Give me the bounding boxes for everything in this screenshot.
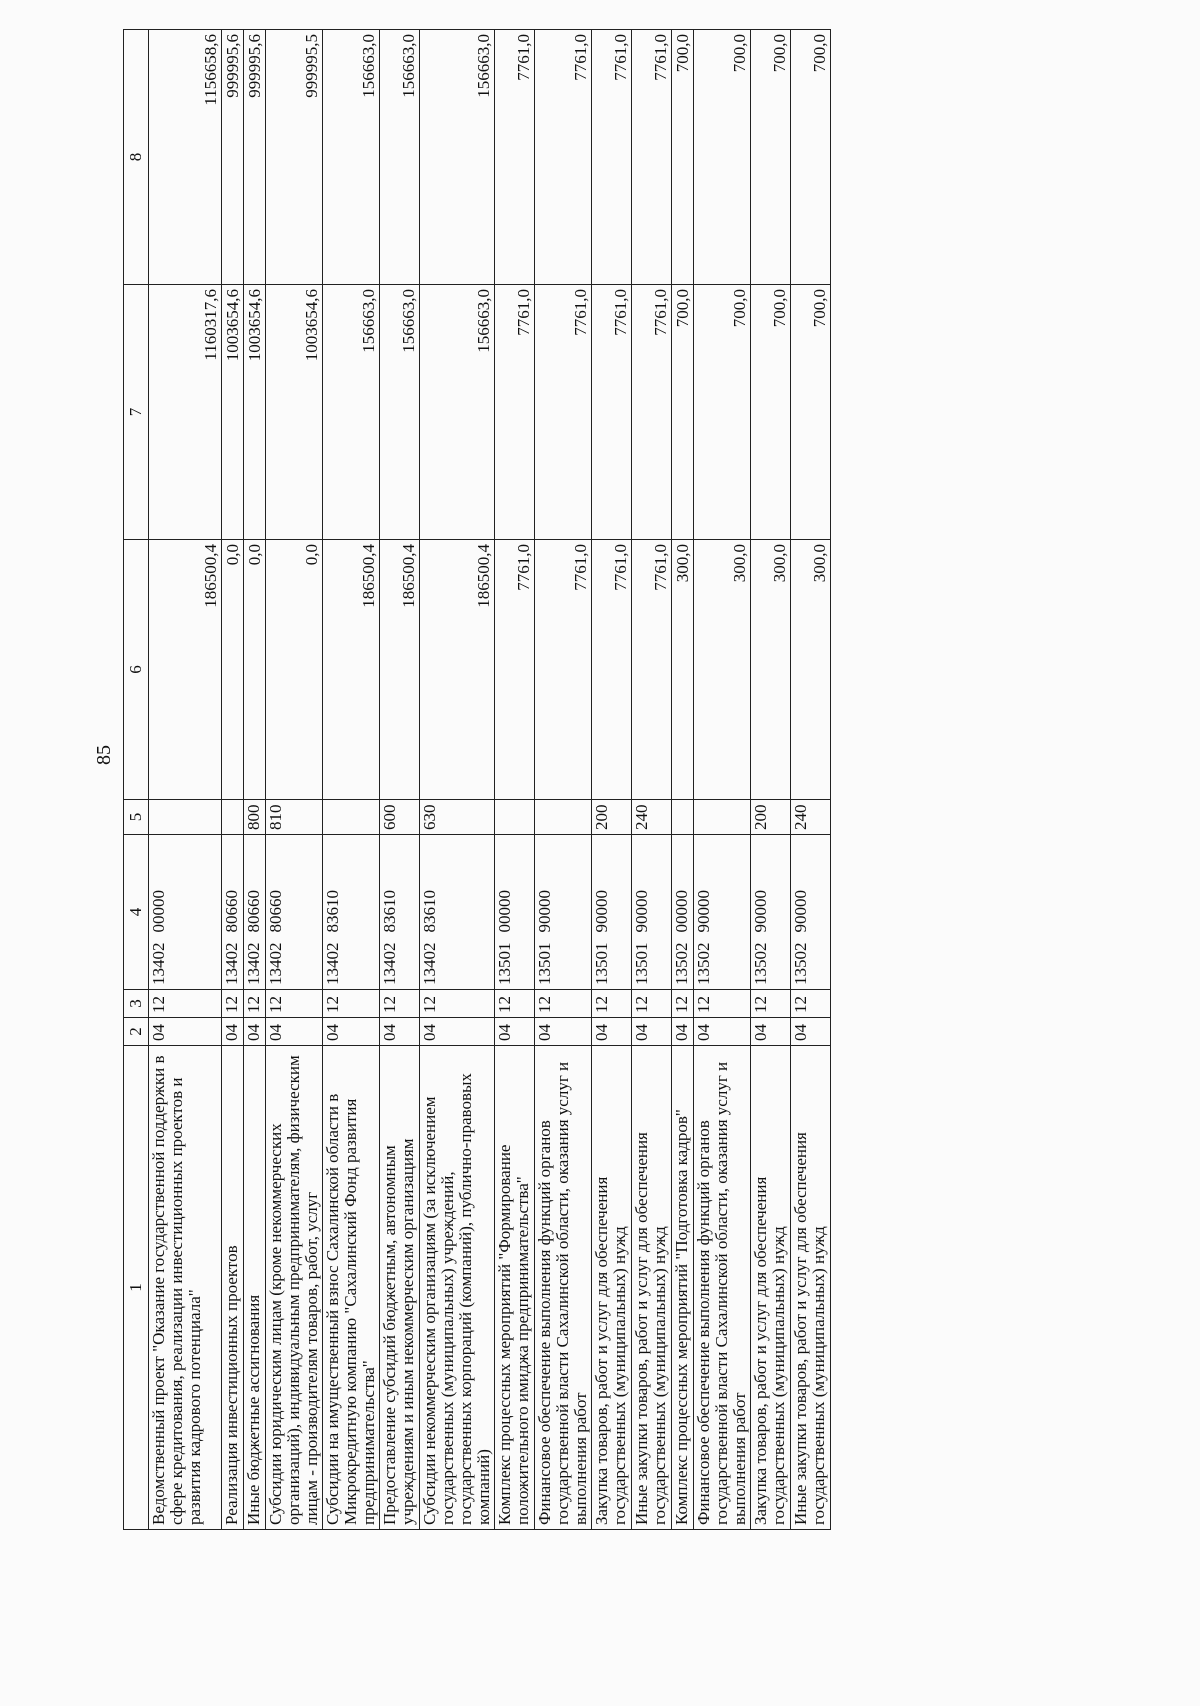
target-article-program: 13502 — [751, 942, 770, 985]
subsection-code-cell: 12 — [266, 990, 323, 1018]
amount-col7-cell: 700,0 — [791, 285, 831, 540]
subsection-code-cell: 12 — [694, 990, 751, 1018]
amount-col6-cell: 7761,0 — [632, 540, 672, 800]
target-article-direction: 00000 — [672, 890, 691, 933]
section-code-cell: 04 — [535, 1018, 592, 1046]
subsection-code-cell: 12 — [244, 990, 266, 1018]
amount-col7-cell: 7761,0 — [592, 285, 632, 540]
section-code-cell: 04 — [751, 1018, 791, 1046]
table-row — [751, 30, 791, 1530]
rotated-table-container — [123, 30, 1048, 1530]
row-name-cell: Закупка товаров, работ и услуг для обеспечения государственных (муниципальных) нужд — [592, 1046, 632, 1530]
amount-col7-cell: 7761,0 — [495, 285, 535, 540]
target-article-cell — [495, 835, 535, 990]
target-article-cell — [791, 835, 831, 990]
table-row — [380, 30, 420, 1530]
target-article-direction: 90000 — [694, 890, 713, 933]
target-article-cell — [535, 835, 592, 990]
target-article-program: 13402 — [266, 942, 285, 985]
amount-col6-cell: 186500,4 — [323, 540, 380, 800]
expense-type-cell — [222, 800, 244, 835]
header-cell: 2 — [124, 1018, 149, 1046]
expense-type-cell: 200 — [592, 800, 632, 835]
table-row — [791, 30, 831, 1530]
target-article-cell — [592, 835, 632, 990]
section-code-cell: 04 — [149, 1018, 222, 1046]
amount-col6-cell: 0,0 — [222, 540, 244, 800]
amount-col6-cell: 0,0 — [266, 540, 323, 800]
target-article-cell — [323, 835, 380, 990]
amount-col6-cell: 7761,0 — [592, 540, 632, 800]
target-article-program: 13501 — [592, 942, 611, 985]
target-article-direction: 00000 — [149, 890, 168, 933]
amount-col8-cell: 7761,0 — [632, 30, 672, 285]
target-article-direction: 80660 — [222, 890, 241, 933]
row-name-cell: Субсидии юридическим лицам (кроме некоммерческих организаций), индивидуальным предпринимателям, физическим лицам - производителям товаров, работ, услуг — [266, 1046, 323, 1530]
target-article-cell — [420, 835, 495, 990]
amount-col7-cell: 7761,0 — [535, 285, 592, 540]
target-article-direction: 90000 — [632, 890, 651, 933]
amount-col8-cell: 700,0 — [751, 30, 791, 285]
section-code-cell: 04 — [791, 1018, 831, 1046]
amount-col8-cell: 999995,6 — [222, 30, 244, 285]
header-row — [124, 30, 149, 1530]
expense-type-cell: 240 — [791, 800, 831, 835]
table-row — [672, 30, 694, 1530]
row-name-cell: Финансовое обеспечение выполнения функций органов государственной власти Сахалинской области, оказания услуг и выполнения работ — [694, 1046, 751, 1530]
amount-col6-cell: 300,0 — [694, 540, 751, 800]
target-article-program: 13402 — [149, 942, 168, 985]
page-number: 85 — [93, 745, 115, 765]
amount-col7-cell: 1160317,6 — [149, 285, 222, 540]
target-article-program: 13501 — [535, 942, 554, 985]
target-article-program: 13501 — [632, 942, 651, 985]
amount-col8-cell: 700,0 — [672, 30, 694, 285]
row-name-cell: Субсидии некоммерческим организациям (за исключением государственных (муниципальных) учреждений, государственных корпораций (компаний), публично-правовых компаний) — [420, 1046, 495, 1530]
table-row — [592, 30, 632, 1530]
row-name-cell: Иные закупки товаров, работ и услуг для обеспечения государственных (муниципальных) нужд — [632, 1046, 672, 1530]
subsection-code-cell: 12 — [495, 990, 535, 1018]
target-article-cell — [694, 835, 751, 990]
section-code-cell: 04 — [323, 1018, 380, 1046]
section-code-cell: 04 — [380, 1018, 420, 1046]
target-article-program: 13402 — [420, 942, 439, 985]
section-code-cell: 04 — [694, 1018, 751, 1046]
amount-col7-cell: 156663,0 — [323, 285, 380, 540]
section-code-cell: 04 — [632, 1018, 672, 1046]
table-row — [535, 30, 592, 1530]
target-article-cell — [244, 835, 266, 990]
target-article-direction: 90000 — [751, 890, 770, 933]
subsection-code-cell: 12 — [149, 990, 222, 1018]
header-cell: 6 — [124, 540, 149, 800]
amount-col8-cell: 156663,0 — [323, 30, 380, 285]
row-name-cell: Субсидии на имущественный взнос Сахалинской области в Микрокредитную компанию "Сахалинский Фонд развития предпринимательства" — [323, 1046, 380, 1530]
amount-col8-cell: 700,0 — [791, 30, 831, 285]
table-row — [266, 30, 323, 1530]
amount-col8-cell: 7761,0 — [535, 30, 592, 285]
section-code-cell: 04 — [244, 1018, 266, 1046]
table-row — [420, 30, 495, 1530]
target-article-program: 13502 — [791, 942, 810, 985]
amount-col7-cell: 156663,0 — [420, 285, 495, 540]
row-name-cell: Предоставление субсидий бюджетным, автономным учреждениям и иным некоммерческим организациям — [380, 1046, 420, 1530]
target-article-direction: 83610 — [420, 890, 439, 933]
section-code-cell: 04 — [266, 1018, 323, 1046]
target-article-direction: 90000 — [535, 890, 554, 933]
amount-col8-cell: 156663,0 — [420, 30, 495, 285]
table-row — [632, 30, 672, 1530]
expense-type-cell: 630 — [420, 800, 495, 835]
amount-col6-cell: 186500,4 — [380, 540, 420, 800]
target-article-program: 13402 — [323, 942, 342, 985]
expense-type-cell: 810 — [266, 800, 323, 835]
target-article-direction: 90000 — [592, 890, 611, 933]
target-article-program: 13402 — [222, 942, 241, 985]
table-row — [323, 30, 380, 1530]
row-name-cell: Закупка товаров, работ и услуг для обеспечения государственных (муниципальных) нужд — [751, 1046, 791, 1530]
amount-col7-cell: 156663,0 — [380, 285, 420, 540]
subsection-code-cell: 12 — [791, 990, 831, 1018]
target-article-cell — [380, 835, 420, 990]
expense-type-cell: 600 — [380, 800, 420, 835]
amount-col7-cell: 700,0 — [672, 285, 694, 540]
subsection-code-cell: 12 — [632, 990, 672, 1018]
table-row — [495, 30, 535, 1530]
section-code-cell: 04 — [495, 1018, 535, 1046]
subsection-code-cell: 12 — [222, 990, 244, 1018]
expense-type-cell — [535, 800, 592, 835]
expense-type-cell — [149, 800, 222, 835]
section-code-cell: 04 — [222, 1018, 244, 1046]
table-body — [124, 30, 831, 1530]
row-name-cell: Реализация инвестиционных проектов — [222, 1046, 244, 1530]
subsection-code-cell: 12 — [535, 990, 592, 1018]
subsection-code-cell: 12 — [592, 990, 632, 1018]
expense-type-cell: 240 — [632, 800, 672, 835]
target-article-cell — [751, 835, 791, 990]
amount-col7-cell: 700,0 — [751, 285, 791, 540]
expense-type-cell: 800 — [244, 800, 266, 835]
table-row — [694, 30, 751, 1530]
target-article-direction: 83610 — [323, 890, 342, 933]
table-row — [244, 30, 266, 1530]
target-article-direction: 90000 — [791, 890, 810, 933]
section-code-cell: 04 — [672, 1018, 694, 1046]
expense-type-cell — [323, 800, 380, 835]
amount-col8-cell: 7761,0 — [592, 30, 632, 285]
subsection-code-cell: 12 — [323, 990, 380, 1018]
amount-col6-cell: 300,0 — [751, 540, 791, 800]
amount-col7-cell: 7761,0 — [632, 285, 672, 540]
header-cell: 4 — [124, 835, 149, 990]
table-row — [149, 30, 222, 1530]
row-name-cell: Иные бюджетные ассигнования — [244, 1046, 266, 1530]
header-cell: 1 — [124, 1046, 149, 1530]
header-cell: 7 — [124, 285, 149, 540]
table-row — [222, 30, 244, 1530]
amount-col8-cell: 999995,5 — [266, 30, 323, 285]
target-article-direction: 80660 — [266, 890, 285, 933]
target-article-direction: 00000 — [495, 890, 514, 933]
section-code-cell: 04 — [420, 1018, 495, 1046]
amount-col6-cell: 186500,4 — [420, 540, 495, 800]
row-name-cell: Комплекс процессных мероприятий "Подготовка кадров" — [672, 1046, 694, 1530]
expense-type-cell — [694, 800, 751, 835]
amount-col8-cell: 156663,0 — [380, 30, 420, 285]
row-name-cell: Комплекс процессных мероприятий "Формирование положительного имиджа предпринимательства" — [495, 1046, 535, 1530]
subsection-code-cell: 12 — [672, 990, 694, 1018]
subsection-code-cell: 12 — [751, 990, 791, 1018]
header-cell: 8 — [124, 30, 149, 285]
target-article-cell — [222, 835, 244, 990]
target-article-program: 13502 — [672, 942, 691, 985]
expense-type-cell: 200 — [751, 800, 791, 835]
amount-col7-cell: 1003654,6 — [266, 285, 323, 540]
amount-col7-cell: 1003654,6 — [222, 285, 244, 540]
amount-col7-cell: 700,0 — [694, 285, 751, 540]
amount-col7-cell: 1003654,6 — [244, 285, 266, 540]
header-cell: 3 — [124, 990, 149, 1018]
amount-col6-cell: 7761,0 — [535, 540, 592, 800]
row-name-cell: Ведомственный проект "Оказание государственной поддержки в сфере кредитования, реализации инвестиционных проектов и развития кадрового потенциала" — [149, 1046, 222, 1530]
header-cell: 5 — [124, 800, 149, 835]
amount-col6-cell: 300,0 — [672, 540, 694, 800]
subsection-code-cell: 12 — [380, 990, 420, 1018]
amount-col8-cell: 1156658,6 — [149, 30, 222, 285]
target-article-cell — [149, 835, 222, 990]
target-article-program: 13502 — [694, 942, 713, 985]
amount-col6-cell: 0,0 — [244, 540, 266, 800]
row-name-cell: Иные закупки товаров, работ и услуг для обеспечения государственных (муниципальных) нужд — [791, 1046, 831, 1530]
target-article-program: 13402 — [244, 942, 263, 985]
target-article-program: 13402 — [380, 942, 399, 985]
target-article-cell — [672, 835, 694, 990]
expense-type-cell — [672, 800, 694, 835]
amount-col8-cell: 999995,6 — [244, 30, 266, 285]
target-article-cell — [632, 835, 672, 990]
target-article-program: 13501 — [495, 942, 514, 985]
row-name-cell: Финансовое обеспечение выполнения функций органов государственной власти Сахалинской области, оказания услуг и выполнения работ — [535, 1046, 592, 1530]
amount-col6-cell: 300,0 — [791, 540, 831, 800]
target-article-direction: 80660 — [244, 890, 263, 933]
expense-type-cell — [495, 800, 535, 835]
amount-col6-cell: 7761,0 — [495, 540, 535, 800]
target-article-cell — [266, 835, 323, 990]
target-article-direction: 83610 — [380, 890, 399, 933]
section-code-cell: 04 — [592, 1018, 632, 1046]
amount-col8-cell: 700,0 — [694, 30, 751, 285]
subsection-code-cell: 12 — [420, 990, 495, 1018]
budget-table — [123, 29, 831, 1530]
amount-col8-cell: 7761,0 — [495, 30, 535, 285]
amount-col6-cell: 186500,4 — [149, 540, 222, 800]
